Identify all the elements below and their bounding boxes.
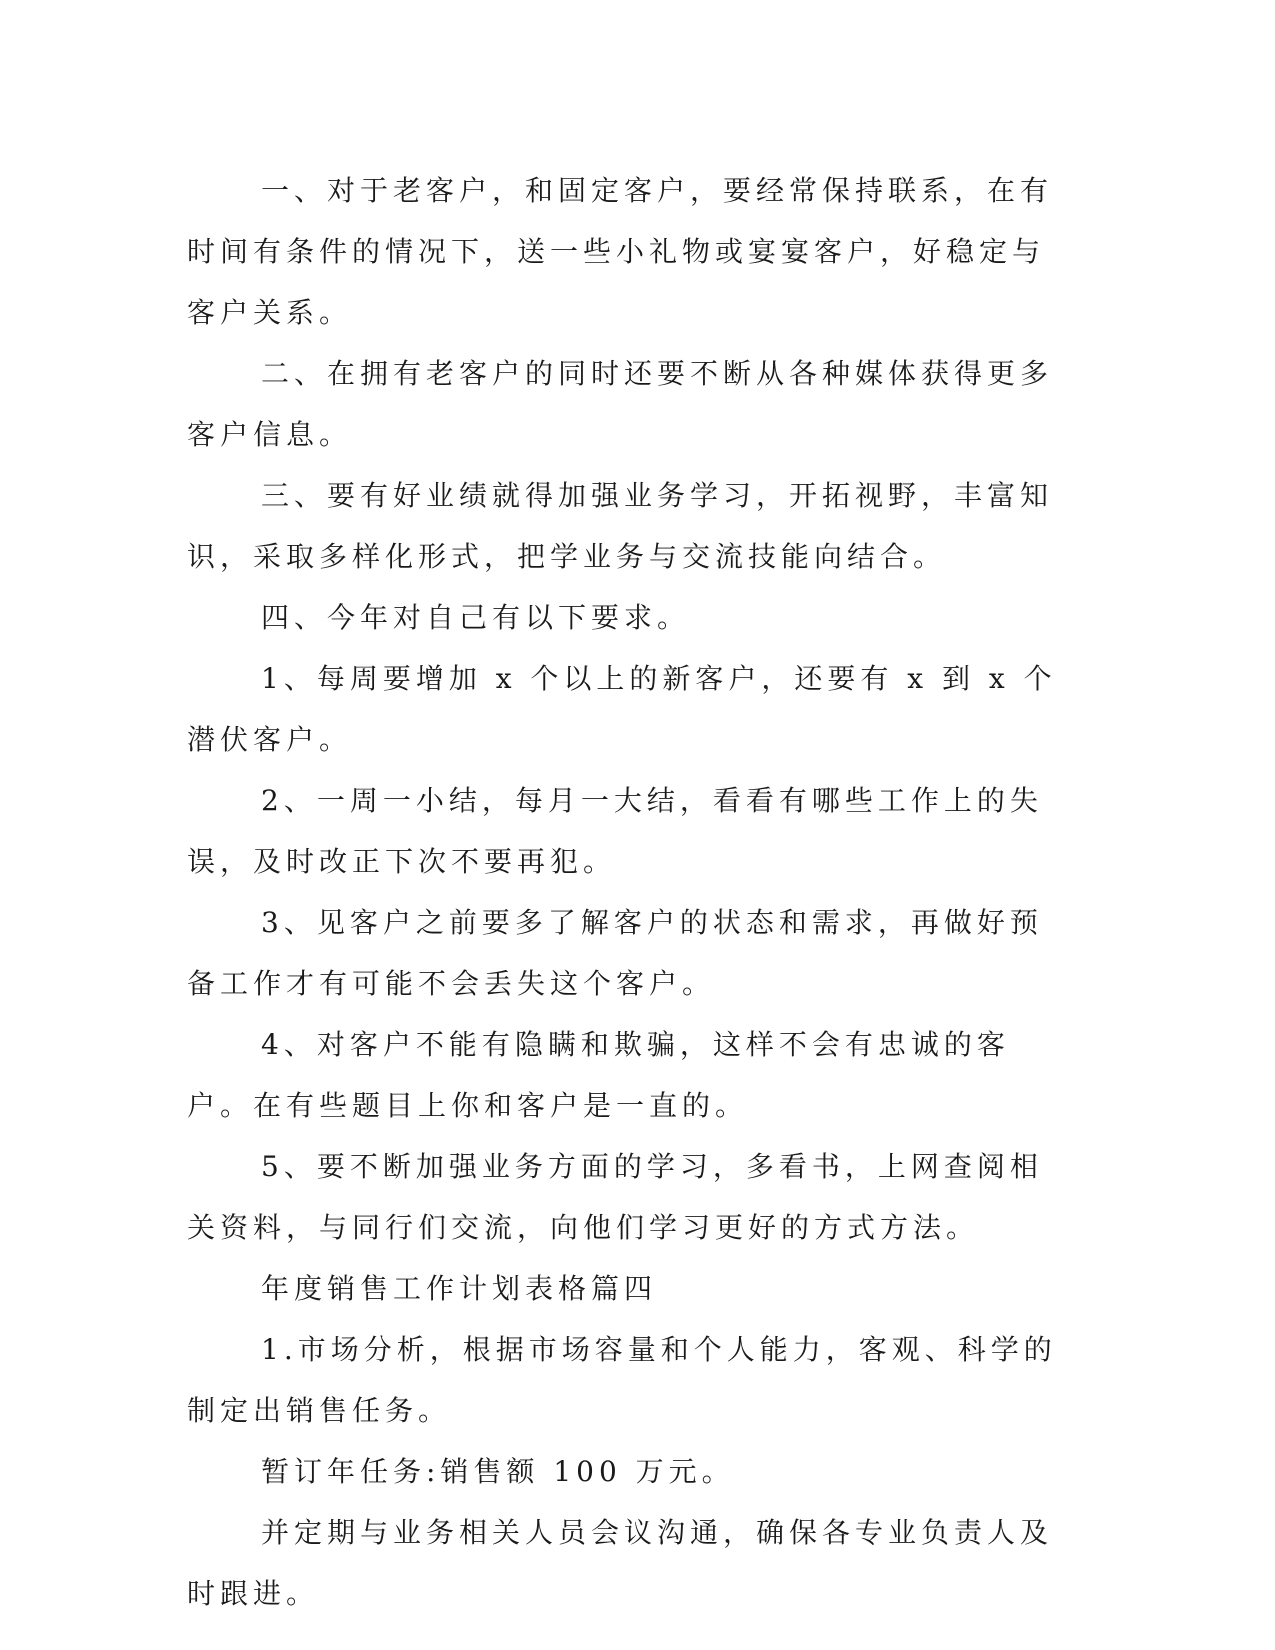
list-item-4: 4、对客户不能有隐瞒和欺骗，这样不会有忠诚的客户。在有些题目上你和客户是一直的。 [187, 1028, 1010, 1122]
document-body [187, 160, 1067, 1624]
paragraph-annual-target: 暂订年任务:销售额 100 万元。 [261, 1455, 735, 1488]
paragraph-3: 三、要有好业绩就得加强业务学习，开拓视野，丰富知识，采取多样化形式，把学业务与交流技能向结合。 [187, 479, 1054, 573]
list-item-2: 2、一周一小结，每月一大结，看看有哪些工作上的失误，及时改正下次不要再犯。 [187, 784, 1043, 878]
list-item-5: 5、要不断加强业务方面的学习，多看书，上网查阅相关资料，与同行们交流，向他们学习更好的方式方法。 [187, 1150, 1043, 1244]
list-item-1: 1、每周要增加 x 个以上的新客户，还要有 x 到 x 个潜伏客户。 [187, 662, 1057, 756]
paragraph-meetings: 并定期与业务相关人员会议沟通，确保各专业负责人及时跟进。 [187, 1516, 1054, 1610]
paragraph-market-analysis: 1.市场分析，根据市场容量和个人能力，客观、科学的制定出销售任务。 [187, 1333, 1057, 1427]
paragraph-4: 四、今年对自己有以下要求。 [261, 601, 691, 634]
list-item-3: 3、见客户之前要多了解客户的状态和需求，再做好预备工作才有可能不会丢失这个客户。 [187, 906, 1043, 1000]
paragraph-2: 二、在拥有老客户的同时还要不断从各种媒体获得更多客户信息。 [187, 357, 1054, 451]
paragraph-1: 一、对于老客户，和固定客户，要经常保持联系，在有时间有条件的情况下，送一些小礼物或宴宴客户，好稳定与客户关系。 [187, 174, 1054, 329]
section-heading: 年度销售工作计划表格篇四 [261, 1272, 658, 1305]
